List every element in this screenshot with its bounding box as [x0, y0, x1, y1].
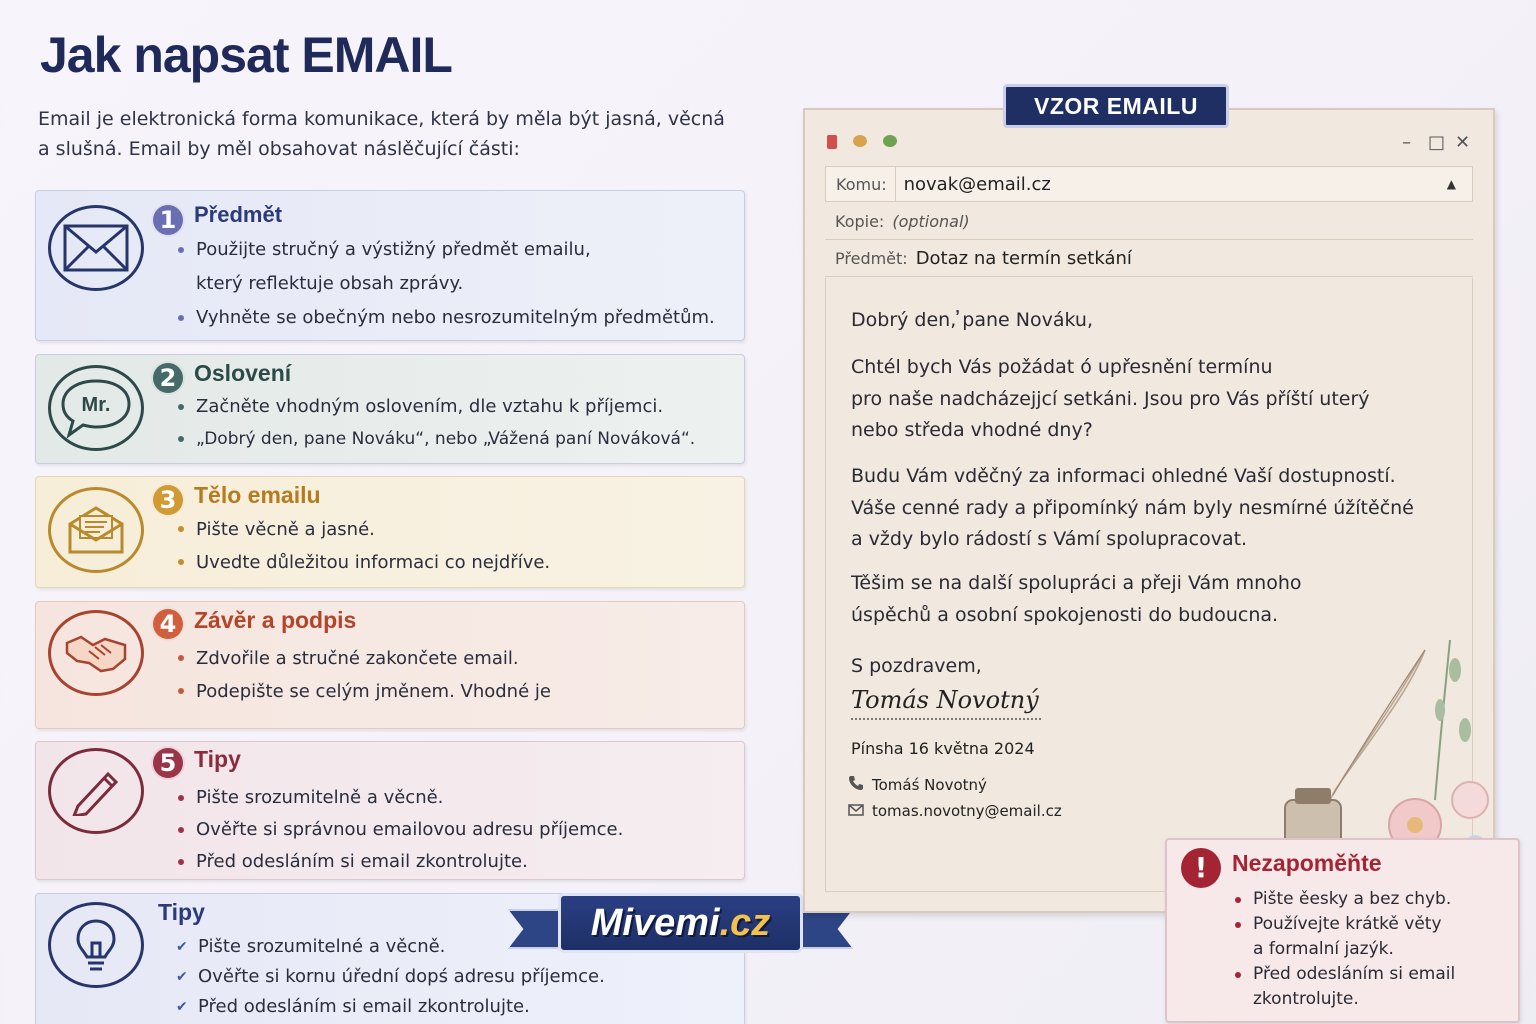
intro-line-2: a slušná. Email by měl obsahovat náslěčující části: — [38, 138, 520, 160]
list-item: zkontrolujte. — [1253, 989, 1359, 1009]
bullet-list — [176, 391, 695, 455]
check-item: ✔ Ověřte si kornu úřední dopś adresu příjemce. — [176, 962, 605, 992]
body-line: a vždy bylo rádostí s Vámí spolupracovat. — [851, 528, 1248, 550]
section-card-body — [35, 476, 745, 588]
section-card-tips — [35, 741, 745, 880]
open-envelope-icon — [48, 487, 144, 573]
body-line: Těšim se na další spolupráci a přeji Vám mnoho — [851, 572, 1302, 594]
intro-line-1: Email je elektronická forma komunikace, která by měla být jasná, věcná — [38, 108, 725, 130]
envelope-icon — [48, 205, 144, 291]
intro-text — [38, 104, 778, 164]
body-line: úspěchů a osobní spokojenosti do budoucna. — [851, 603, 1279, 626]
lightbulb-icon — [48, 902, 144, 988]
signature-date: Pínsha 16 května 2024 — [851, 739, 1035, 758]
sample-email-badge: VZOR EMAILU — [1003, 84, 1229, 128]
step-number-badge: 4 — [151, 607, 185, 641]
logo-name: Mivemi — [590, 901, 720, 944]
step-number-badge: 3 — [151, 483, 185, 517]
cc-label: Kopie: — [835, 212, 885, 231]
section-heading: Tipy — [194, 746, 241, 772]
email-paragraph-3 — [851, 568, 1302, 631]
list-item: Před odesláním si email zkontrolujte. — [176, 846, 623, 878]
list-item: Před odesláním si email — [1235, 962, 1455, 987]
to-label: Komu: — [836, 174, 887, 194]
handshake-icon — [48, 610, 144, 696]
contact-email[interactable]: tomas.novotny@email.cz — [872, 802, 1062, 820]
body-line: pro naše nadcházejjcí setkáni. Jsou pro Vás příští uterý — [851, 387, 1370, 410]
section-card-subject — [35, 190, 745, 341]
signature: Tomás Novotný — [851, 686, 1041, 720]
to-field[interactable] — [825, 166, 1473, 202]
check-item: ✔ Pište srozumitelné a věcně. — [176, 932, 605, 962]
step-number-badge: 1 — [151, 203, 185, 237]
minimize-dot-icon[interactable] — [853, 135, 867, 147]
subject-label: Předmět: — [835, 249, 908, 268]
section-heading: Oslovení — [194, 360, 292, 386]
window-traffic-lights — [827, 135, 897, 149]
body-line: Budu Vám vděčný za informaci ohledné Vaší dostupností. — [851, 465, 1396, 487]
logo-tld: .cz — [719, 901, 771, 944]
bullet-list — [176, 642, 551, 708]
speech-bubble-icon — [48, 365, 144, 451]
reminder-list — [1235, 887, 1455, 1012]
list-item: Začněte vhodným oslovením, dle vztahu k příjemci. — [176, 391, 695, 423]
phone-icon — [848, 775, 864, 795]
step-number-badge: 5 — [151, 746, 185, 780]
list-item: Pište věcně a jasné. — [176, 513, 550, 546]
list-item: Uvedte důležitou informaci co nejdříve. — [176, 546, 550, 579]
section-heading: Tipy — [158, 899, 205, 925]
reminder-title: Nezapoměňte — [1232, 850, 1382, 876]
to-value[interactable]: novak@email.cz — [903, 173, 1051, 195]
list-item: Pište srozumitelně a věcně. — [176, 782, 623, 814]
list-item: Použijte stručný a výstižný předmět emailu, — [176, 233, 715, 267]
list-item: Podepište se celým jměnem. Vhodné je — [176, 675, 551, 708]
bullet-list — [176, 233, 715, 335]
section-heading: Závěr a podpis — [194, 607, 357, 633]
exclamation-icon: ! — [1181, 848, 1221, 888]
list-item: Ověřte si správnou emailovou adresu příjemce. — [176, 814, 623, 846]
chevron-up-icon[interactable]: ▲ — [1446, 177, 1456, 191]
subject-value[interactable]: Dotaz na termín setkání — [915, 248, 1132, 269]
speech-bubble-text: Mr. — [81, 394, 111, 416]
bullet-list — [176, 513, 550, 579]
email-greeting: Dobrý den, ̓pane Nováku, — [851, 309, 1093, 331]
page-title: Jak napsat EMAIL — [40, 27, 452, 83]
list-item: Vyhněte se obečným nebo nesrozumitelným předmětům. — [176, 301, 715, 335]
subject-field[interactable] — [825, 241, 1473, 277]
list-item: „Dobrý den, pane Nováku“, nebo „Vážená paní Nováková“. — [176, 423, 695, 455]
bullet-list — [176, 782, 623, 878]
body-line: nebo středa vhodné dny? — [851, 419, 1093, 441]
reminder-box — [1165, 838, 1520, 1023]
cc-field[interactable] — [825, 204, 1473, 240]
step-number-badge: 2 — [151, 361, 185, 395]
section-card-closing — [35, 601, 745, 729]
section-card-greeting — [35, 354, 745, 464]
body-line: Váše cenné rady a připomínký nám byly nesmírné úžítěčné — [851, 496, 1414, 519]
maximize-dot-icon[interactable] — [883, 135, 897, 147]
list-item: Používejte krátkě věty — [1235, 912, 1455, 937]
check-item: ✔ Před odesláním si email zkontrolujte. — [176, 992, 605, 1022]
close-window-button[interactable]: ✕ — [1455, 132, 1471, 153]
contact-phone-row — [848, 775, 987, 795]
contact-email-row — [848, 802, 1062, 820]
close-dot-icon[interactable] — [827, 135, 837, 149]
list-item: který reflektuje obsah zprávy. — [196, 273, 464, 294]
list-item: Zdvořile a stručné zakončete email. — [176, 642, 551, 675]
contact-name: Tomáś Novotný — [872, 776, 987, 794]
maximize-window-button[interactable]: □ — [1428, 132, 1446, 153]
section-heading: Tělo emailu — [194, 482, 321, 508]
email-paragraph-2 — [851, 461, 1414, 556]
logo-text — [558, 893, 803, 953]
pencil-icon — [48, 748, 144, 834]
body-line: Chtél bych Vás požádat ó upřesnění termínu — [851, 356, 1273, 378]
section-heading: Předmět — [194, 202, 283, 227]
mivemi-logo — [508, 893, 853, 957]
mail-icon — [848, 802, 864, 820]
minimize-window-button[interactable]: – — [1402, 132, 1411, 153]
list-item: Pište ěesky a bez chyb. — [1235, 887, 1455, 912]
list-item: a formalní jazýk. — [1253, 939, 1394, 959]
email-paragraph-1 — [851, 352, 1370, 447]
email-closing: S pozdravem, — [851, 655, 982, 677]
cc-placeholder[interactable]: (optional) — [892, 212, 970, 231]
